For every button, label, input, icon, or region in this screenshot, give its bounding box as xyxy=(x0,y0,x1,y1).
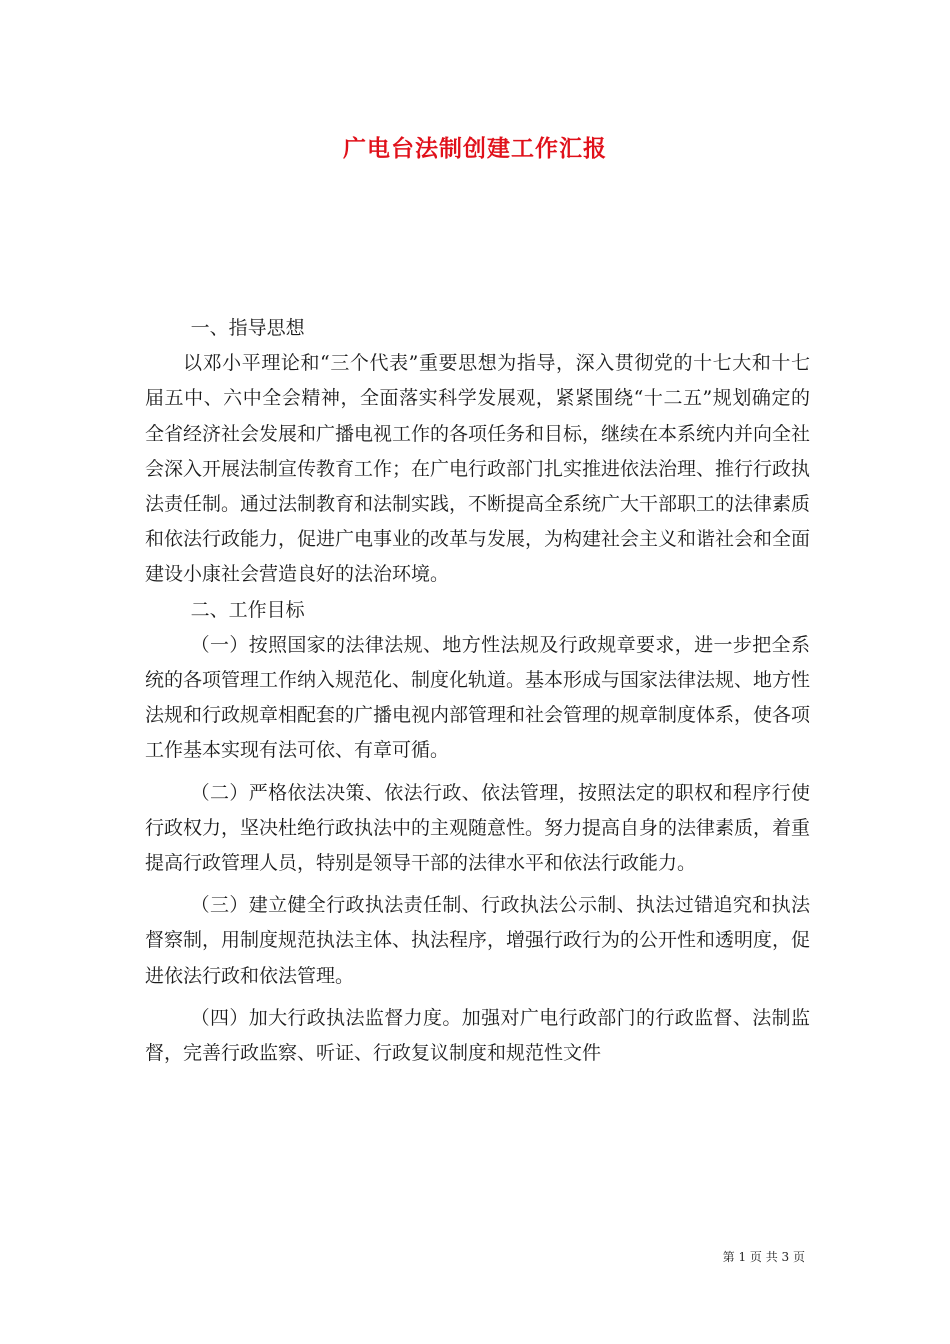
document-body xyxy=(145,311,810,1071)
page-number-footer: 第 1 页 共 3 页 xyxy=(722,1250,805,1264)
paragraph-goal-2: （二）严格依法决策、依法行政、依法管理，按照法定的职权和程序行使行政权力，坚决杜绝行政执法中的主观随意性。努力提高自身的法律素质，着重提高行政管理人员，特别是领导干部的法律水平和依法行政能力。 xyxy=(145,781,811,875)
paragraph-guiding-thought: 以邓小平理论和“三个代表”重要思想为指导，深入贯彻党的十七大和十七届五中、六中全会精神，全面落实科学发展观，紧紧围绕“十二五”规划确定的全省经济社会发展和广播电视工作的各项任务和目标，继续在本系统内并向全社会深入开展法制宣传教育工作；在广电行政部门扎实推进依法治理、推行行政执法责任制。通过法制教育和法制实践，不断提高全系统广大干部职工的法律素质和依法行政能力，促进广电事业的改革与发展，为构建社会主义和谐社会和全面建设小康社会营造良好的法治环境。 xyxy=(145,352,811,586)
paragraph-goal-1: （一）按照国家的法律法规、地方性法规及行政规章要求，进一步把全系统的各项管理工作纳入规范化、制度化轨道。基本形成与国家法律法规、地方性法规和行政规章相配套的广播电视内部管理和社会管理的规章制度体系，使各项工作基本实现有法可依、有章可循。 xyxy=(145,633,811,762)
document-title: 广电台法制创建工作汇报 xyxy=(343,135,607,162)
paragraph-goal-3: （三）建立健全行政执法责任制、行政执法公示制、执法过错追究和执法督察制，用制度规范执法主体、执法程序，增强行政行为的公开性和透明度，促进依法行政和依法管理。 xyxy=(145,894,811,987)
section-heading-guiding-thought: 一、指导思想 xyxy=(190,317,305,339)
section-heading-work-goals: 二、工作目标 xyxy=(190,598,305,621)
paragraph-goal-4: （四）加大行政执法监督力度。加强对广电行政部门的行政监督、法制监督，完善行政监察、听证、行政复议制度和规范性文件 xyxy=(145,1006,810,1065)
